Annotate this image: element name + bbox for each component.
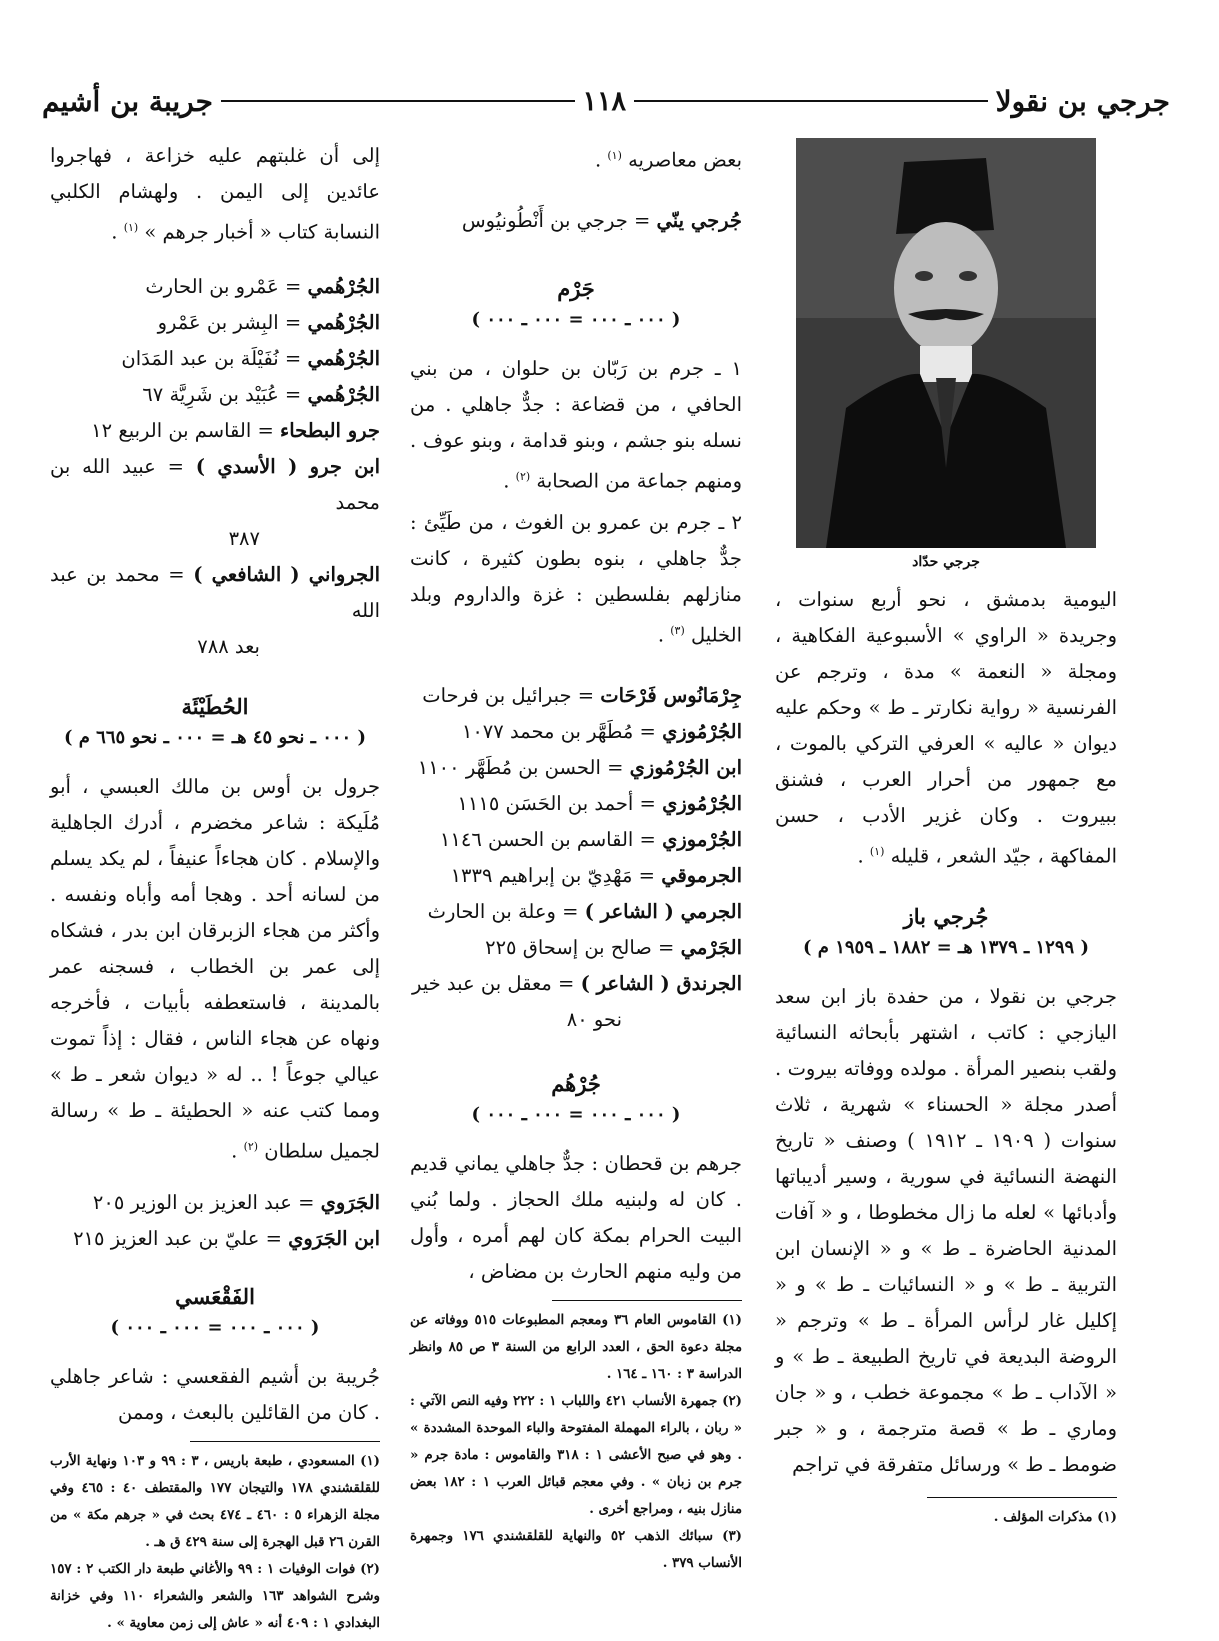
footnote-ref: (٢) [243, 1139, 259, 1153]
cross-reference [410, 894, 742, 930]
headword: الجُرْهُمي [307, 274, 380, 298]
reference-target: = أحمد بن الحَسَن ١١١٥ [457, 791, 656, 815]
running-head-left: جريبة بن أشيم [42, 84, 213, 118]
cross-reference [410, 930, 742, 966]
continuation-text: إلى أن غلبتهم عليه خزاعة ، فهاجروا عائدين إلى اليمن . ولهشام الكلبي النسابة كتاب « أخبار جرهم » $^{(١)}$ . [50, 144, 380, 244]
headword: الجرندق ( الشاعر ) [580, 971, 742, 995]
reference-target: = عُبَيْد بن شَرِيَّة ٦٧ [142, 382, 302, 406]
headword: جُرجي ينّي [656, 208, 742, 232]
entry-body-jarm-2: ٢ ـ جرم بن عمرو بن الغوث ، من طَيِّئ : جدٌّ جاهلي ، بنوه بطون كثيرة ، كانت منازلهم بفلسطين : غزة والداروم وبلد الخليل $^{(٣)}$ . [410, 511, 742, 647]
headword: جِرْمَانُوس فَرْحَات [600, 683, 742, 707]
cross-reference [50, 377, 380, 413]
cross-reference [410, 714, 742, 750]
headword: ابن الجَرَوي [288, 1227, 380, 1250]
reference-target: = جبرائيل بن فرحات [422, 683, 595, 707]
right-column [775, 138, 1117, 1531]
entry-heading-jurhum: جُرْهُم [551, 1070, 601, 1096]
headword: الجرواني ( الشافعي ) [193, 562, 381, 586]
footnote-rule [190, 1441, 380, 1442]
reference-target: = البِشر بن عَمْرو [157, 310, 302, 334]
footnote-ref: (٣) [670, 624, 685, 637]
footnotes-left [50, 1448, 380, 1637]
entry-body-jarm-1: ١ ـ جرم بن رَبّان بن حلوان ، من بني الحافي ، من قضاعة : جدٌّ جاهلي . من نسله بنو جشم ، وبنو قدامة ، وبنو عوف . ومنهم جماعة من الصحابة $^{(٢)}$ . [410, 356, 742, 492]
reference-target: = عَمْرو بن الحارث [145, 274, 302, 298]
headword: الجُرْمُوزي [662, 791, 742, 815]
footnote: (٢) فوات الوفيات ١ : ٩٩ والأغاني طبعة دار الكتب ٢ : ١٥٧ وشرح الشواهد ١٦٣ والشعر والشعراء ١١٠ وفي خزانة البغدادي ١ : ٤٠٩ أنه « عاش إلى زمن معاوية » . [50, 1561, 380, 1631]
reference-target: = مَهْدِيّ بن إبراهيم ١٣٣٩ [450, 863, 655, 887]
headword: الجرمي ( الشاعر ) [584, 899, 742, 923]
cross-reference [50, 413, 380, 449]
reference-target: = وعلة بن الحارث [427, 899, 579, 923]
cross-reference [50, 269, 380, 305]
entry-body-jurji-baz: جرجي بن نقولا ، من حفدة باز ابن سعد اليازجي : كاتب ، اشتهر بأبحاثه النسائية ولقب بنصير المرأة . مولده ووفاته بيروت . أصدر مجلة « الحسناء » شهرية ، ثلاث سنوات ( ١٩٠٩ ـ ١٩١٢ ) وصنف « تاريخ النهضة النسائية في سورية ، وسير أديباتها وأدبائها » لعله ما زال مخطوطا ، و « آفات المدنية الحاضرة ـ ط » و « الإنسان ابن التربية ـ ط » و « النسائيات ـ ط » و « إكليل غار لرأس المرأة ـ ط » وترجم « الروضة البديعة في تاريخ الطبيعة ـ ط » و « الآداب ـ ط » مجموعة خطب ، و « جان وماري ـ ط » قصة مترجمة ، و « جبر ضومط ـ ط » ورسائل متفرقة في تراجم [775, 984, 1117, 1476]
cross-reference-list [50, 269, 380, 665]
entry-heading-jarm: جَرْم [557, 275, 595, 301]
cross-reference [50, 557, 380, 665]
reference-date: نحو ٨٠ [566, 1007, 622, 1031]
entry-dates-jarm: ( ٠٠٠ ـ ٠٠٠ = ٠٠٠ ـ ٠٠٠ ) [471, 308, 681, 330]
middle-column [410, 138, 742, 1577]
left-column [50, 138, 380, 1637]
footnote: (١) مذكرات المؤلف . [993, 1508, 1117, 1525]
cross-reference [50, 1221, 380, 1257]
entry-body-jurhum: جرهم بن قحطان : جدٌّ جاهلي يماني قديم . كان له ولبنيه ملك الحجاز . ولما بُني البيت الحرام بمكة كان لهم أمره ، وأول من وليه منهم الحارث بن مضاض ، [410, 1151, 742, 1283]
headword: الجُرْهُمي [307, 346, 380, 370]
headword: الجرموقي [661, 863, 742, 887]
footnote: (٣) سبائك الذهب ٥٢ والنهاية للقلقشندي ١٧٦ وجمهرة الأنساب ٣٧٩ . [410, 1527, 742, 1571]
portrait-photo [796, 138, 1096, 548]
continuation-text: بعض معاصريه $^{(١)}$ . [594, 148, 742, 172]
reference-target: = صالح بن إسحاق ٢٢٥ [485, 935, 675, 959]
reference-target: = القاسم بن الحسن ١١٤٦ [439, 827, 656, 851]
reference-target: = عليّ بن عبد العزيز ٢١٥ [73, 1227, 282, 1250]
cross-reference [410, 858, 742, 894]
footnotes-middle [410, 1307, 742, 1577]
continuation-text: اليومية بدمشق ، نحو أربع سنوات ، وجريدة « الراوي » الأسبوعية الفكاهية ، ومجلة « النعمة » مدة ، وترجم عن الفرنسية « رواية نكارتر ـ ط » وحكم عليه ديوان « عاليه » العرفي التركي بالموت ، مع جمهور من أحرار العرب ، فشنق ببيروت . وكان غزير الأدب ، حسن المفاكهة ، جيّد الشعر ، قليله $^{(١)}$ . [775, 588, 1117, 868]
footnote-rule [552, 1300, 742, 1301]
headword: الجُرْهُمي [307, 382, 380, 406]
cross-reference [50, 341, 380, 377]
header-rule-left [221, 100, 575, 102]
headword: الجُرْموزي [662, 827, 742, 851]
entry-dates-jurhum: ( ٠٠٠ ـ ٠٠٠ = ٠٠٠ ـ ٠٠٠ ) [471, 1103, 681, 1125]
entry-heading-hutayah: الحُطَيْئَة [181, 693, 249, 719]
footnote-ref: (١) [869, 845, 885, 858]
footnote: (١) القاموس العام ٣٦ ومعجم المطبوعات ٥١٥ ووفاته عن مجلة دعوة الحق ، العدد الرابع من السنة ٣ ص ٨٥ وانظر الدراسة ٣ : ١٦٠ ـ ١٦٤ . [410, 1311, 742, 1382]
footnote-ref: (٢) [515, 469, 531, 483]
reference-target: = عبيد الله بن محمد [50, 454, 380, 514]
cross-reference [410, 786, 742, 822]
footnote-ref: (١) [123, 221, 139, 234]
cross-reference [50, 449, 380, 557]
cross-reference: جُرجي ينّي = جرجي بن أَنْطُونيُوس [461, 208, 742, 232]
photo-caption: جرجي حدّاد [912, 554, 980, 570]
reference-target: = مُطَهَّر بن محمد ١٠٧٧ [461, 719, 656, 743]
cross-reference [410, 966, 742, 1038]
entry-dates-hutayah: ( ٠٠٠ ـ نحو ٤٥ هـ = ٠٠٠ ـ نحو ٦٦٥ م ) [63, 726, 367, 748]
portrait-illustration [796, 138, 1096, 548]
cross-reference [410, 678, 742, 714]
headword: جرو البطحاء [280, 418, 380, 442]
reference-target: = محمد بن عبد الله [50, 562, 380, 622]
entry-dates-jurji-baz: ( ١٢٩٩ ـ ١٣٧٩ هـ = ١٨٨٢ ـ ١٩٥٩ م ) [803, 936, 1089, 958]
cross-reference [410, 750, 742, 786]
cross-reference-list-2 [50, 1185, 380, 1257]
headword: الجُرْهُمي [307, 310, 380, 334]
reference-date: ٣٨٧ [228, 526, 260, 550]
footnote: (٢) جمهرة الأنساب ٤٢١ واللباب ١ : ٢٢٢ وفيه النص الآتي : « ربان ، بالراء المهملة المفتوحة والباء الموحدة المشددة » . وهو في صبح الأعشى ١ : ٣١٨ والقاموس : مادة جرم « جرم بن زبان » . وفي معجم قبائل العرب ١ : ١٨٢ بعض منازل بنيه ، ومراجع أخرى . [410, 1392, 742, 1517]
reference-date: بعد ٧٨٨ [197, 634, 260, 658]
cross-reference-list [410, 678, 742, 1038]
reference-target: = نُفَيْلَة بن عبد المَدَان [121, 346, 302, 370]
headword: الجَرَوي [320, 1191, 380, 1214]
footnote: (١) المسعودي ، طبعة باريس ، ٣ : ٩٩ و ١٠٣ ونهاية الأرب للقلقشندي ١٧٨ والتيجان ١٧٧ والمقتطف ٤٠ : ٤٦٥ وفي مجلة الزهراء ٥ : ٤٦٠ ـ ٤٧٤ بحث في « جرهم مكة » من القرن ٢٦ قبل الهجرة إلى سنة ٤٢٩ ق هـ . [50, 1453, 380, 1550]
entry-dates-faqasi: ( ٠٠٠ ـ ٠٠٠ = ٠٠٠ ـ ٠٠٠ ) [110, 1317, 320, 1338]
reference-target: = القاسم بن الربيع ١٢ [91, 418, 274, 442]
headword: الجَرْمي [680, 935, 742, 959]
entry-heading-jurji-baz: جُرجي باز [903, 903, 989, 929]
header-rule-right [634, 100, 988, 102]
cross-reference [410, 822, 742, 858]
footnotes-right [775, 1504, 1117, 1531]
headword: ابن جرو ( الأسدي ) [195, 454, 380, 478]
reference-target: = عبد العزيز بن الوزير ٢٠٥ [92, 1191, 315, 1214]
entry-body-faqasi: جُريبة بن أشيم الفقعسي : شاعر جاهلي . كان من القائلين بالبعث ، وممن [50, 1365, 380, 1424]
entry-heading-faqasi: الفَقْعَسي [175, 1284, 255, 1309]
entry-body-hutayah: جرول بن أوس بن مالك العبسي ، أبو مُلَيكة : شاعر مخضرم ، أدرك الجاهلية والإسلام . كان هجاءاً عنيفاً ، لم يكد يسلم من لسانه أحد . وهجا أمه وأباه ونفسه . وأكثر من هجاء الزبرقان ابن بدر ، فشكاه إلى عمر بن الخطاب ، فسجنه عمر بالمدينة ، فاستعطفه بأبيات ، فأخرجه ونهاه عن هجاء الناس ، فقال : إذاً تموت عيالي جوعاً ! .. له « ديوان شعر ـ ط » ومما كتب عنه « الحطيئة ـ ط » رسالة لجميل سلطان $^{(٢)}$ . [50, 774, 380, 1162]
cross-reference [50, 305, 380, 341]
headword: ابن الجُرْمُوزي [629, 755, 742, 779]
reference-target: = معقل بن عبد خير [412, 971, 575, 995]
page-number: ١١٨ [582, 85, 627, 117]
page-header [42, 78, 1170, 124]
cross-reference [50, 1185, 380, 1221]
running-head-right: جرجي بن نقولا [995, 84, 1170, 118]
reference-target: = الحسن بن مُطَهَّر ١١٠٠ [417, 755, 624, 779]
footnote-rule [927, 1497, 1117, 1498]
footnote-ref: (١) [607, 149, 622, 162]
headword: الجُرْمُوزي [662, 719, 742, 743]
